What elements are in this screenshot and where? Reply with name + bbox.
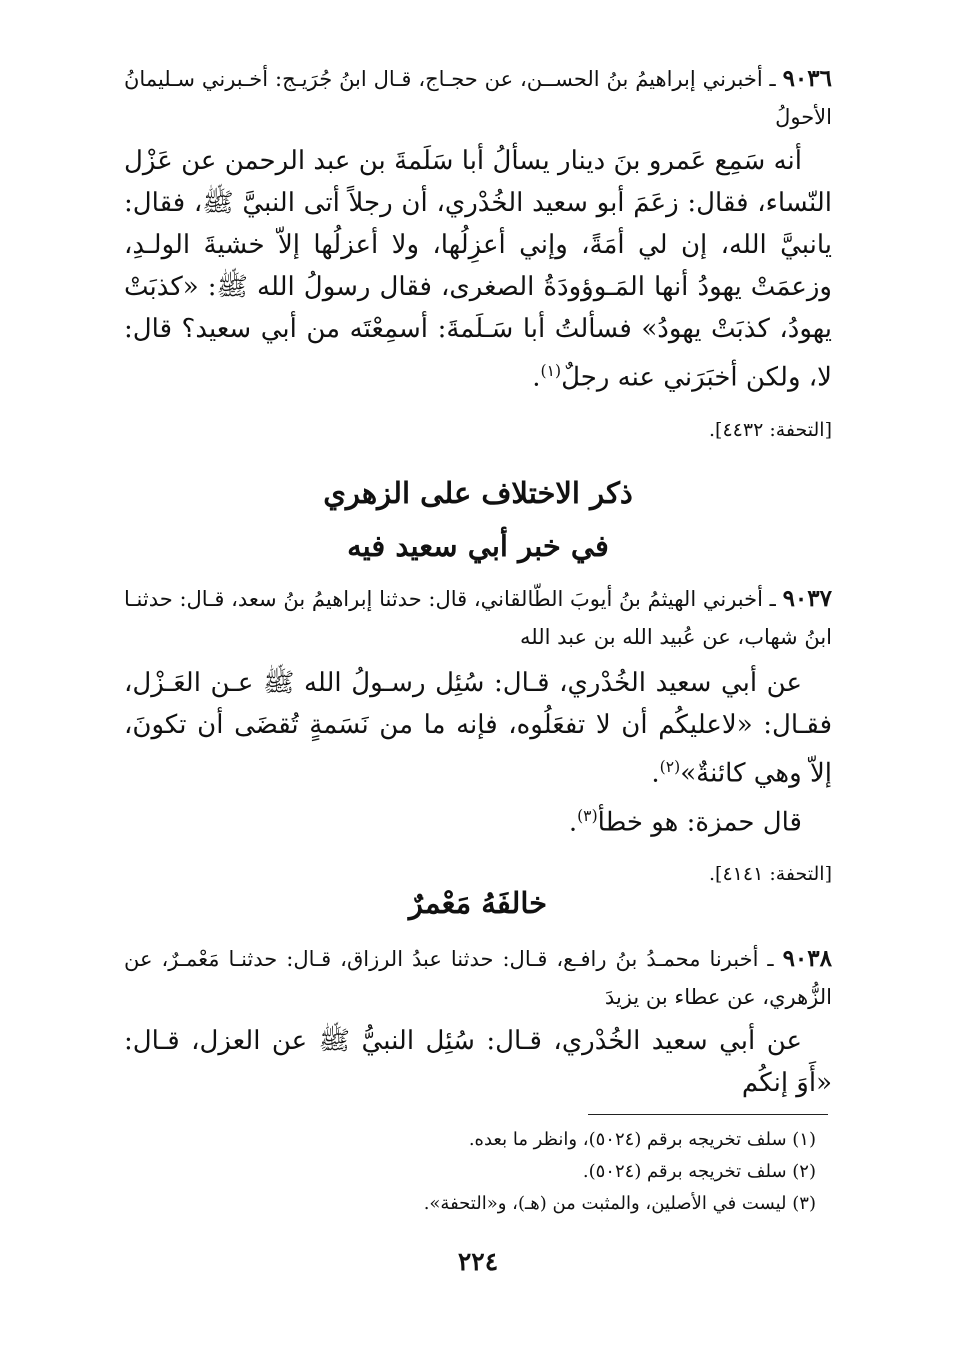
tuhfa-ref: [التحفة: ٤٤٣٢]. <box>709 418 832 441</box>
hadith-number: ٩٠٣٨ <box>782 945 832 972</box>
matn-text: عن أبي سعيد الخُدْري، قـال: سُئِل رسـولُ الله ﷺ عـن العَـزْل، فقـال: «لاعليكُم أن لا تفعَلُوه، فإنه ما من نَسَمةٍ تُقضَى أن تكونَ، إلاّ وهي كائنةٌ» <box>124 668 832 789</box>
hadith-9038 <box>124 940 832 1104</box>
section-heading: خالفَهُ مَعْمرٌ <box>408 886 548 920</box>
footnote-divider <box>588 1114 828 1115</box>
footnote-1: (١) سلف تخريجه برقم (٥٠٢٤)، وانظر ما بعده. <box>468 1129 816 1150</box>
isnad-text: ـ أخبرنا محمـدُ بنُ رافـع، قـال: حدثنا عبدُ الرزاق، قـال: حدثنـا مَعْمـرٌ، عن الزُّهري، عن عطاء بن يزيدَ <box>124 947 832 1009</box>
isnad-9037 <box>124 580 832 656</box>
matn-text: عن أبي سعيد الخُدْري، قـال: سُئِل النبيُّ ﷺ عن العزل، قـال: «أَوَ إنكُم <box>124 1026 832 1098</box>
section-heading: ذكر الاختلاف على الزهري <box>323 476 633 510</box>
matn-9037 <box>124 662 832 795</box>
footnotes <box>300 1124 816 1220</box>
hadith-number: ٩٠٣٦ <box>782 65 832 92</box>
note-text: قال حمزة: هو خطأ <box>597 807 802 838</box>
period: . <box>651 758 660 789</box>
page-number: ٢٢٤ <box>457 1247 499 1276</box>
matn-9036 <box>124 140 832 399</box>
hadith-number: ٩٠٣٧ <box>782 585 832 612</box>
hadith-9036 <box>124 60 832 445</box>
isnad-text: ـ أخبرني إبراهيمُ بنُ الحســن، عن حجـاج، قـال ابنُ جُرَيـج: أخـبرني سـليمانُ الأحولُ <box>124 67 832 129</box>
isnad-9038 <box>124 940 832 1016</box>
tuhfa-ref: [التحفة: ٤١٤١]. <box>709 863 832 886</box>
period: . <box>532 362 541 393</box>
matn-text: أنه سَمِع عَمرو بنَ دينار يسألُ أبا سَلَمةَ بن عبد الرحمن عن عَزْل النّساء، فقال: زعَمَ أبو سعيد الخُدْري، أن رجلاً أتى النبيَّ ﷺ، فقال: يانبيَّ الله، إن لي أمَةً، وإني أعزِلُها، ولا أعزلُها إلاّ خشيةَ الولـدِ، وزعمَتْ يهودُ أنها المَـوؤودَةُ الصغرى، فقال رسولُ الله ﷺ: «كذبَتْ يهودُ، كذبَتْ يهودُ» فسألتُ أبا سَـلَمةَ: أسمِعْتَه من أبي سعيد؟ قال: لا، ولكن أخبَرَني عنه رجلٌ <box>124 146 832 393</box>
footnote-ref: (٣) <box>577 806 598 825</box>
note-line <box>124 795 832 844</box>
section-subheading: في خبر أبي سعيد فيه <box>347 529 609 563</box>
footnote-3: (٣) ليست في الأصلين، والمثبت من (هـ)، و«التحفة». <box>423 1193 816 1214</box>
matn-9038 <box>124 1020 832 1104</box>
footnote-ref: (١) <box>540 362 562 380</box>
period: . <box>568 807 578 838</box>
footnote-2: (٢) سلف تخريجه برقم (٥٠٢٤). <box>582 1161 816 1182</box>
hadith-9037 <box>124 580 832 889</box>
isnad-text: ـ أخبرني الهيثمُ بنُ أيوبَ الطّالقاني، قال: حدثنا إبراهيمُ بنُ سعد، قـال: حدثنـا ابنُ شهاب، عن عُبيد الله بن عبد الله <box>124 587 832 649</box>
isnad-9036 <box>124 60 832 136</box>
footnote-ref: (٢) <box>659 758 681 776</box>
